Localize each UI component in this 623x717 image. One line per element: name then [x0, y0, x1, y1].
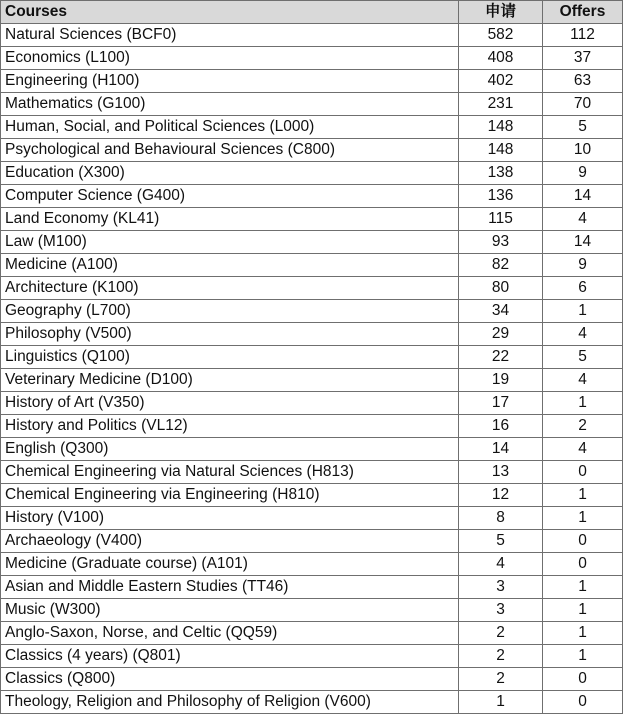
applications-cell: 19 — [459, 369, 543, 392]
course-cell: Medicine (A100) — [1, 254, 459, 277]
offers-cell: 6 — [543, 277, 623, 300]
table-row — [1, 162, 623, 185]
applications-cell: 12 — [459, 484, 543, 507]
header-courses: Courses — [1, 1, 459, 24]
course-cell: Human, Social, and Political Sciences (L000) — [1, 116, 459, 139]
offers-cell: 5 — [543, 346, 623, 369]
table-row — [1, 277, 623, 300]
offers-cell: 0 — [543, 553, 623, 576]
table-row — [1, 576, 623, 599]
offers-cell: 0 — [543, 461, 623, 484]
offers-cell: 70 — [543, 93, 623, 116]
applications-cell: 408 — [459, 47, 543, 70]
offers-cell: 1 — [543, 645, 623, 668]
table-row — [1, 461, 623, 484]
offers-cell: 5 — [543, 116, 623, 139]
course-cell: Theology, Religion and Philosophy of Religion (V600) — [1, 691, 459, 714]
table-row — [1, 70, 623, 93]
offers-cell: 4 — [543, 369, 623, 392]
course-cell: Medicine (Graduate course) (A101) — [1, 553, 459, 576]
header-applications: 申请 — [459, 1, 543, 24]
course-cell: History and Politics (VL12) — [1, 415, 459, 438]
course-cell: Geography (L700) — [1, 300, 459, 323]
course-cell: Natural Sciences (BCF0) — [1, 24, 459, 47]
offers-cell: 1 — [543, 576, 623, 599]
header-row — [1, 1, 623, 24]
course-cell: Linguistics (Q100) — [1, 346, 459, 369]
course-cell: Computer Science (G400) — [1, 185, 459, 208]
course-cell: Classics (Q800) — [1, 668, 459, 691]
offers-cell: 63 — [543, 70, 623, 93]
offers-cell: 0 — [543, 668, 623, 691]
applications-cell: 17 — [459, 392, 543, 415]
applications-cell: 22 — [459, 346, 543, 369]
course-cell: Classics (4 years) (Q801) — [1, 645, 459, 668]
applications-cell: 8 — [459, 507, 543, 530]
table-row — [1, 254, 623, 277]
table-row — [1, 185, 623, 208]
table-row — [1, 369, 623, 392]
offers-cell: 112 — [543, 24, 623, 47]
applications-cell: 3 — [459, 576, 543, 599]
offers-cell: 10 — [543, 139, 623, 162]
table-row — [1, 530, 623, 553]
course-cell: Veterinary Medicine (D100) — [1, 369, 459, 392]
applications-cell: 5 — [459, 530, 543, 553]
offers-cell: 0 — [543, 691, 623, 714]
table-row — [1, 93, 623, 116]
course-cell: Education (X300) — [1, 162, 459, 185]
applications-cell: 136 — [459, 185, 543, 208]
applications-cell: 148 — [459, 116, 543, 139]
applications-cell: 2 — [459, 645, 543, 668]
applications-cell: 3 — [459, 599, 543, 622]
offers-cell: 4 — [543, 438, 623, 461]
course-cell: Architecture (K100) — [1, 277, 459, 300]
course-cell: Psychological and Behavioural Sciences (C800) — [1, 139, 459, 162]
table-body — [1, 24, 623, 714]
table-row — [1, 208, 623, 231]
table-row — [1, 645, 623, 668]
table-row — [1, 622, 623, 645]
table-row — [1, 24, 623, 47]
offers-cell: 14 — [543, 185, 623, 208]
table-row — [1, 668, 623, 691]
course-cell: Chemical Engineering via Engineering (H810) — [1, 484, 459, 507]
table-row — [1, 346, 623, 369]
offers-cell: 1 — [543, 507, 623, 530]
table-row — [1, 300, 623, 323]
header-offers: Offers — [543, 1, 623, 24]
offers-cell: 0 — [543, 530, 623, 553]
course-cell: History (V100) — [1, 507, 459, 530]
applications-cell: 34 — [459, 300, 543, 323]
applications-cell: 148 — [459, 139, 543, 162]
table-row — [1, 691, 623, 714]
applications-cell: 2 — [459, 668, 543, 691]
course-cell: English (Q300) — [1, 438, 459, 461]
offers-cell: 2 — [543, 415, 623, 438]
applications-cell: 582 — [459, 24, 543, 47]
table-row — [1, 392, 623, 415]
course-cell: Music (W300) — [1, 599, 459, 622]
applications-cell: 402 — [459, 70, 543, 93]
offers-cell: 37 — [543, 47, 623, 70]
applications-cell: 14 — [459, 438, 543, 461]
course-cell: Anglo-Saxon, Norse, and Celtic (QQ59) — [1, 622, 459, 645]
offers-cell: 1 — [543, 300, 623, 323]
offers-cell: 9 — [543, 162, 623, 185]
table-row — [1, 47, 623, 70]
offers-cell: 14 — [543, 231, 623, 254]
course-cell: Philosophy (V500) — [1, 323, 459, 346]
applications-cell: 80 — [459, 277, 543, 300]
applications-cell: 2 — [459, 622, 543, 645]
applications-cell: 29 — [459, 323, 543, 346]
table-row — [1, 415, 623, 438]
applications-cell: 13 — [459, 461, 543, 484]
course-cell: Law (M100) — [1, 231, 459, 254]
course-cell: Engineering (H100) — [1, 70, 459, 93]
offers-cell: 1 — [543, 392, 623, 415]
table-row — [1, 484, 623, 507]
applications-cell: 1 — [459, 691, 543, 714]
offers-cell: 1 — [543, 599, 623, 622]
table-row — [1, 231, 623, 254]
course-cell: History of Art (V350) — [1, 392, 459, 415]
applications-cell: 93 — [459, 231, 543, 254]
applications-cell: 115 — [459, 208, 543, 231]
offers-cell: 1 — [543, 622, 623, 645]
table-row — [1, 553, 623, 576]
course-cell: Land Economy (KL41) — [1, 208, 459, 231]
applications-cell: 231 — [459, 93, 543, 116]
offers-cell: 4 — [543, 323, 623, 346]
applications-cell: 82 — [459, 254, 543, 277]
table-row — [1, 507, 623, 530]
applications-cell: 4 — [459, 553, 543, 576]
applications-cell: 16 — [459, 415, 543, 438]
table-row — [1, 599, 623, 622]
offers-cell: 9 — [543, 254, 623, 277]
table-row — [1, 438, 623, 461]
offers-cell: 1 — [543, 484, 623, 507]
offers-cell: 4 — [543, 208, 623, 231]
table-row — [1, 139, 623, 162]
course-cell: Chemical Engineering via Natural Sciences (H813) — [1, 461, 459, 484]
course-cell: Asian and Middle Eastern Studies (TT46) — [1, 576, 459, 599]
applications-cell: 138 — [459, 162, 543, 185]
course-cell: Economics (L100) — [1, 47, 459, 70]
table-row — [1, 116, 623, 139]
course-cell: Archaeology (V400) — [1, 530, 459, 553]
table-row — [1, 323, 623, 346]
course-cell: Mathematics (G100) — [1, 93, 459, 116]
